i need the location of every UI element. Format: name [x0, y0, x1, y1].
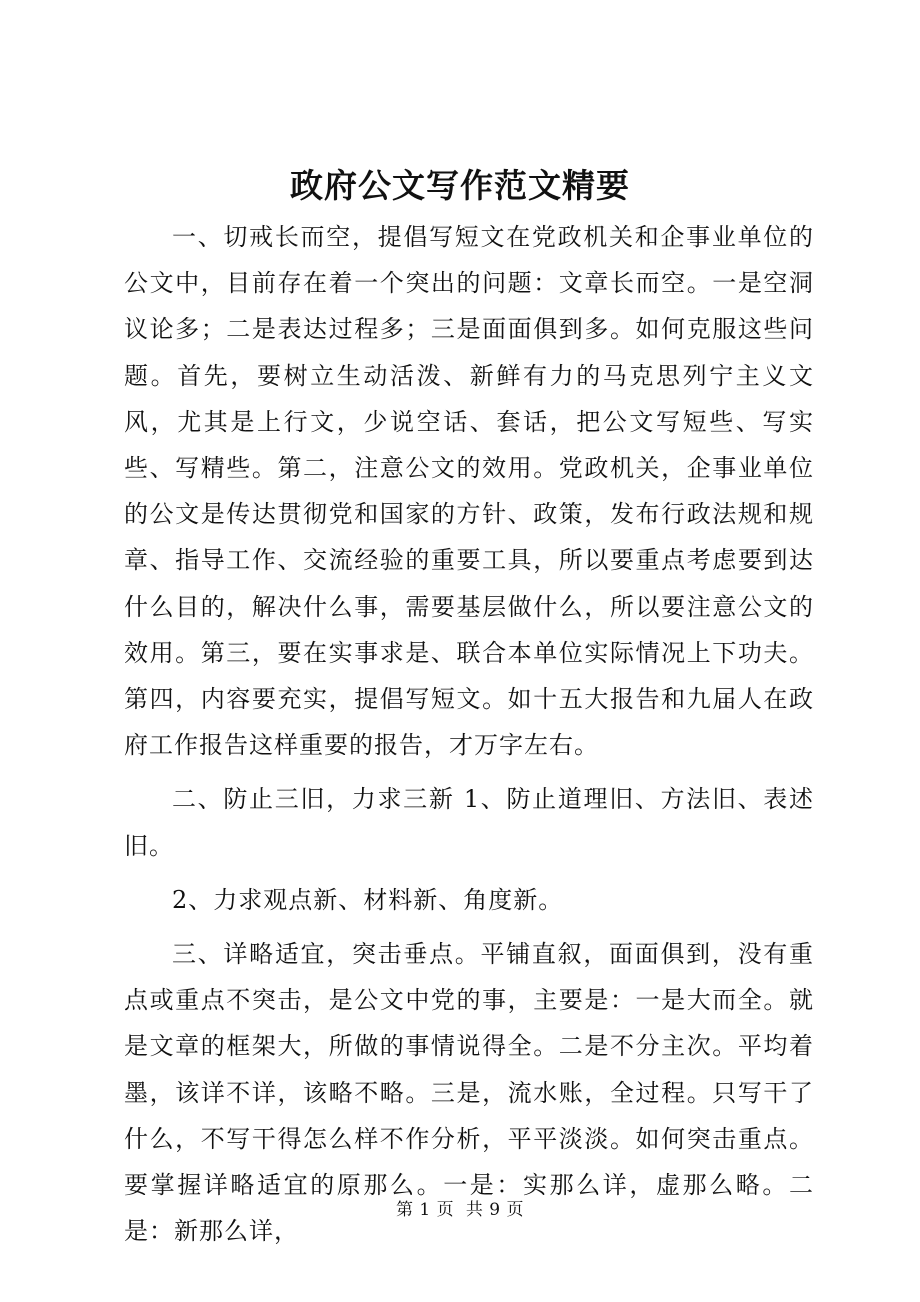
document-body [124, 214, 814, 1254]
page-footer [0, 1198, 920, 1222]
paragraph-section-two: 二、防止三旧，力求三新 1、防止道理旧、方法旧、表述旧。 [124, 785, 814, 860]
document-title: 政府公文写作范文精要 [290, 166, 630, 205]
paragraph-section-two-point-two: 2、力求观点新、材料新、角度新。 [172, 885, 564, 914]
paragraph-section-one: 一、切戒长而空，提倡写短文在党政机关和企事业单位的公文中，目前存在着一个突出的问题：文章长而空。一是空洞议论多；二是表达过程多；三是面面俱到多。如何克服这些问题。首先，要树立生动活泼、新鲜有力的马克思列宁主义文风，尤其是上行文，少说空话、套话，把公文写短些、写实些、写精些。第二，注意公文的效用。党政机关，企事业单位的公文是传达贯彻党和国家的方针、政策，发布行政法规和规章、指导工作、交流经验的重要工具，所以要重点考虑要到达什么目的，解决什么事，需要基层做什么，所以要注意公文的效用。第三，要在实事求是、联合本单位实际情况上下功夫。第四，内容要充实，提倡写短文。如十五大报告和九届人在政府工作报告这样重要的报告，才万字左右。 [124, 223, 814, 760]
paragraph-section-three: 三、详略适宜，突击垂点。平铺直叙，面面俱到，没有重点或重点不突击，是公文中党的事，主要是：一是大而全。就是文章的框架大，所做的事情说得全。二是不分主次。平均着墨，该详不详，该略不略。三是，流水账，全过程。只写干了什么，不写干得怎么样不作分析，平平淡淡。如何突击重点。要掌握详略适宜的原那么。一是：实那么详，虚那么略。二是：新那么详， [124, 940, 814, 1246]
page-number-label: 第 1 页 共 9 页 [395, 1200, 525, 1220]
